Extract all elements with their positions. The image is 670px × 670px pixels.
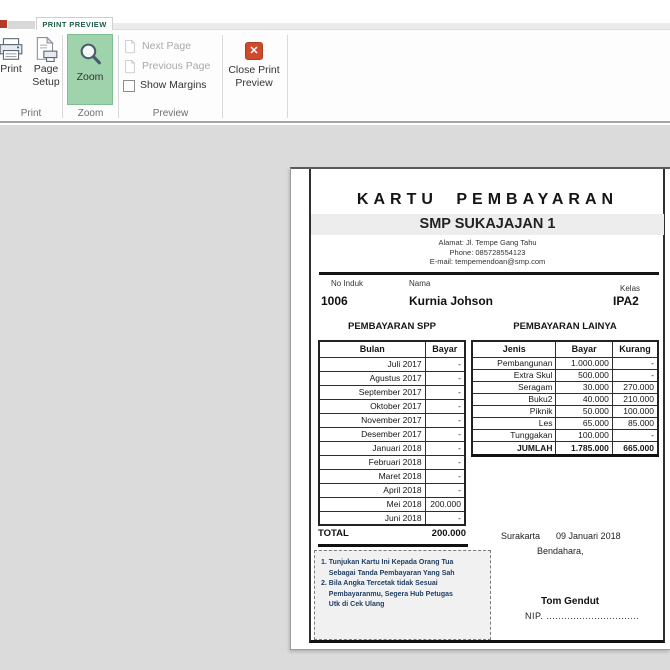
table-cell: - (425, 441, 465, 455)
table-cell: 500.000 (556, 369, 612, 381)
signature-date: 09 Januari 2018 (556, 531, 621, 541)
table-row (319, 441, 465, 455)
table-row (472, 357, 658, 369)
zoom-button-label: Zoom (76, 71, 104, 83)
school-address: Alamat: Jl. Tempe Gang Tahu (438, 238, 537, 247)
magnifier-icon (78, 41, 103, 67)
note-line: Utk di Cek Ulang (321, 601, 385, 608)
ribbon (0, 30, 670, 123)
page-setup-button-label: Page Setup (32, 63, 60, 88)
next-page-button[interactable] (123, 39, 191, 54)
tab-strip (112, 23, 670, 30)
document-title: KARTU PEMBAYARAN (356, 191, 619, 208)
previous-page-button[interactable] (123, 59, 210, 74)
school-email: E-mail: tempemendoan@smp.com (429, 257, 546, 266)
lainya-total-bayar: 1.785.000 (556, 441, 612, 455)
lainya-header-bayar: Bayar (556, 341, 612, 357)
table-cell: Januari 2018 (319, 441, 425, 455)
table-row (319, 511, 465, 525)
previous-page-label: Previous Page (142, 60, 211, 72)
group-divider (118, 35, 119, 118)
table-row (319, 413, 465, 427)
table-cell: - (425, 469, 465, 483)
note-line: Sebagai Tanda Pembayaran Yang Sah (321, 569, 455, 577)
spp-table-body (319, 357, 465, 525)
table-row (472, 369, 658, 381)
table-cell: 210.000 (612, 393, 658, 405)
note-line: 1. Tunjukan Kartu Ini Kepada Orang Tua (321, 559, 454, 566)
spp-table (318, 340, 466, 526)
window-icon-fragment (0, 20, 7, 28)
note-box (314, 550, 491, 640)
lainya-total-kurang: 665.000 (612, 441, 658, 455)
print-button-label: Print (0, 63, 22, 75)
table-cell: - (425, 357, 465, 371)
table-cell: Maret 2018 (319, 469, 425, 483)
spp-section-title: PEMBAYARAN SPP (348, 321, 436, 332)
table-cell: 40.000 (556, 393, 612, 405)
table-cell: - (425, 511, 465, 525)
table-cell: Juni 2018 (319, 511, 425, 525)
printer-icon (0, 36, 24, 63)
table-cell: Oktober 2017 (319, 399, 425, 413)
nama-value: Kurnia Johson (409, 294, 494, 308)
lainya-header-row (472, 341, 658, 357)
table-row (319, 357, 465, 371)
table-row (319, 371, 465, 385)
table-cell: Tunggakan (472, 429, 556, 441)
table-row (319, 483, 465, 497)
table-cell: Seragam (472, 381, 556, 393)
kelas-label: Kelas (620, 284, 641, 293)
table-cell: Mei 2018 (319, 497, 425, 511)
table-cell: - (425, 385, 465, 399)
previous-page-icon (123, 59, 137, 74)
lainya-header-kurang: Kurang (612, 341, 658, 357)
school-phone: Phone: 085728554123 (449, 247, 526, 257)
divider-line (319, 272, 659, 275)
table-row (319, 469, 465, 483)
spp-header-bulan: Bulan (319, 341, 425, 357)
close-icon: ✕ (245, 42, 263, 60)
close-print-preview-button[interactable] (224, 42, 284, 90)
table-cell: Pembangunan (472, 357, 556, 369)
table-cell: - (425, 427, 465, 441)
lainya-header-jenis: Jenis (472, 341, 556, 357)
lainya-total-label: JUMLAH (472, 441, 556, 455)
next-page-icon (123, 39, 137, 54)
table-row (472, 393, 658, 405)
table-row (472, 417, 658, 429)
spp-total-label: TOTAL (318, 528, 349, 539)
tab-fragment (8, 21, 35, 29)
group-divider (287, 35, 288, 118)
close-print-preview-label: Close Print Preview (228, 64, 280, 89)
no-induk-label: No Induk (331, 279, 364, 288)
spp-header-row (319, 341, 465, 357)
table-cell: 100.000 (612, 405, 658, 417)
table-cell: 50.000 (556, 405, 612, 417)
school-contact (309, 238, 666, 267)
table-cell: Agustus 2017 (319, 371, 425, 385)
show-margins-checkbox[interactable] (123, 80, 135, 92)
document-page[interactable] (290, 167, 670, 650)
print-button[interactable] (0, 36, 28, 76)
table-cell: - (425, 455, 465, 469)
show-margins-toggle[interactable] (123, 79, 207, 92)
note-line: Pembayaranmu, Segera Hub Petugas (321, 590, 453, 598)
table-cell: - (612, 369, 658, 381)
note-line: 2. Bila Angka Tercetak tidak Sesuai (321, 580, 438, 587)
table-cell: - (425, 413, 465, 427)
table-row (319, 497, 465, 511)
school-name: SMP SUKAJAJAN 1 (311, 214, 664, 235)
kelas-value: IPA2 (613, 294, 639, 308)
table-cell: Februari 2018 (319, 455, 425, 469)
table-row (319, 427, 465, 441)
group-label-preview: Preview (152, 108, 189, 119)
lainya-table (471, 340, 659, 457)
table-cell: Juli 2017 (319, 357, 425, 371)
table-cell: 1.000.000 (556, 357, 612, 369)
table-cell: - (425, 399, 465, 413)
table-row (472, 381, 658, 393)
table-cell: Desember 2017 (319, 427, 425, 441)
spp-header-bayar: Bayar (425, 341, 465, 357)
spp-total-row (318, 528, 466, 539)
table-cell: Les (472, 417, 556, 429)
table-cell: September 2017 (319, 385, 425, 399)
table-cell: November 2017 (319, 413, 425, 427)
ribbon-tab-bar (0, 0, 670, 30)
table-cell: - (425, 483, 465, 497)
table-cell: 270.000 (612, 381, 658, 393)
table-row (472, 429, 658, 441)
signature-role: Bendahara, (537, 546, 584, 556)
signature-nip: NIP. ............................... (525, 611, 640, 621)
signature-name: Tom Gendut (541, 596, 600, 607)
table-cell: April 2018 (319, 483, 425, 497)
table-cell: 85.000 (612, 417, 658, 429)
lainya-table-body (472, 357, 658, 441)
signature-place-date (501, 531, 621, 541)
tab-print-preview[interactable]: PRINT PREVIEW (36, 17, 113, 30)
table-cell: 100.000 (556, 429, 612, 441)
table-row (319, 385, 465, 399)
next-page-label: Next Page (142, 40, 192, 52)
spp-total-underline (318, 544, 468, 547)
signature-city: Surakarta (501, 531, 541, 541)
spp-total-value: 200.000 (431, 528, 466, 539)
nama-label: Nama (409, 279, 431, 288)
page-setup-icon (33, 36, 59, 63)
table-row (319, 399, 465, 413)
page-setup-button[interactable] (28, 36, 64, 89)
table-row (319, 455, 465, 469)
lainya-total-row (472, 441, 658, 455)
table-cell: Piknik (472, 405, 556, 417)
preview-canvas[interactable] (0, 125, 670, 670)
zoom-button[interactable] (67, 34, 113, 105)
table-cell: Buku2 (472, 393, 556, 405)
lainya-section-title: PEMBAYARAN LAINYA (513, 321, 617, 332)
table-cell: - (425, 371, 465, 385)
table-cell: 30.000 (556, 381, 612, 393)
table-row (472, 405, 658, 417)
table-cell: - (612, 429, 658, 441)
table-cell: 65.000 (556, 417, 612, 429)
group-label-print: Print (20, 108, 42, 119)
table-cell: 200.000 (425, 497, 465, 511)
group-label-zoom: Zoom (77, 108, 104, 119)
no-induk-value: 1006 (321, 294, 348, 308)
table-cell: - (612, 357, 658, 369)
group-divider (222, 35, 223, 118)
table-cell: Extra Skul (472, 369, 556, 381)
show-margins-label: Show Margins (140, 79, 207, 91)
